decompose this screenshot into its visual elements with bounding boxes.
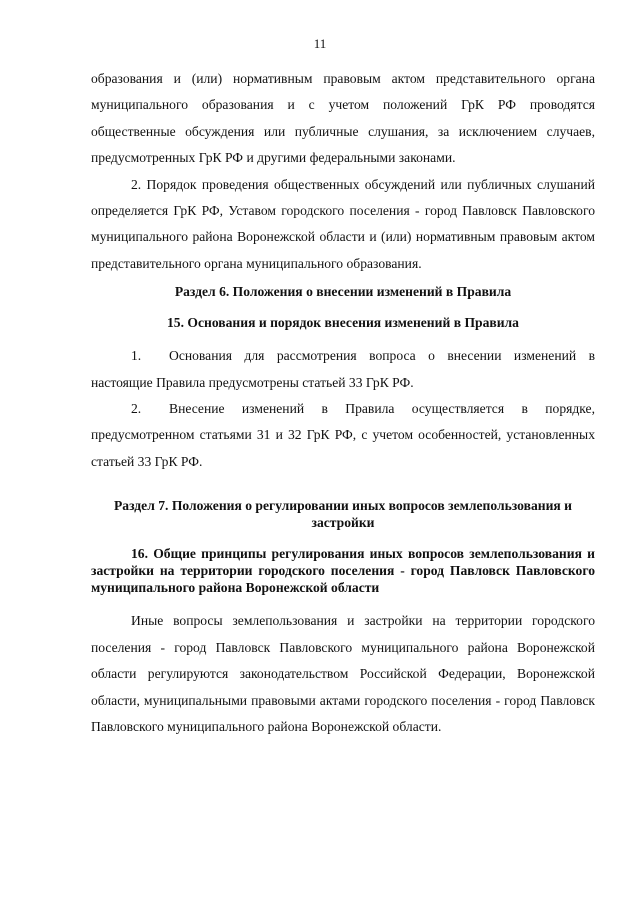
document-body xyxy=(91,66,595,740)
item-number: 2. xyxy=(131,401,142,417)
article-15-item-2 xyxy=(91,396,595,475)
article-16-title: 16. Общие принципы регулирования иных вопросов землепользования и застройки на территории городского поселения - город Павловск Павловского муниципального района Воронежской области xyxy=(91,546,595,596)
paragraph-continued: образования и (или) нормативным правовым актом представительного органа муниципального образования и с учетом положений ГрК РФ проводятся общественные обсуждения или публичные слушания, за исключением случаев, предусмотренных ГрК РФ и другими федеральными законами. xyxy=(91,71,595,166)
item-text: Основания для рассмотрения вопроса о внесении изменений в настоящие Правила предусмотрены статьей 33 ГрК РФ. xyxy=(91,348,595,390)
article-15-item-1 xyxy=(91,343,595,396)
paragraph-2: 2. Порядок проведения общественных обсуждений или публичных слушаний определяется ГрК РФ, Уставом городского поселения - город Павловск Павловского муниципального района Воронежской области и (или) нормативным правовым актом представительного органа муниципального образования. xyxy=(91,176,595,271)
article-16-body: Иные вопросы землепользования и застройки на территории городского поселения - город Павловск Павловского муниципального района Воронежской области регулируются законодательством Российской Федерации, Воронежской области, муниципальными правовыми актами городского поселения - город Павловск Павловского муниципального района Воронежской области. xyxy=(91,613,595,734)
article-15-list xyxy=(91,343,595,475)
item-number: 1. xyxy=(131,348,142,364)
section-6-title: Раздел 6. Положения о внесении изменений в Правила xyxy=(174,284,512,300)
page-number: 11 xyxy=(313,36,327,51)
item-text: Внесение изменений в Правила осуществляется в порядке, предусмотренном статьями 31 и 32 ГрК РФ, с учетом особенностей, установленных статьей 33 ГрК РФ. xyxy=(91,401,595,469)
article-15-title: 15. Основания и порядок внесения изменений в Правила xyxy=(167,315,519,331)
section-7-title: Раздел 7. Положения о регулировании иных вопросов землепользования и застройки xyxy=(113,498,573,531)
